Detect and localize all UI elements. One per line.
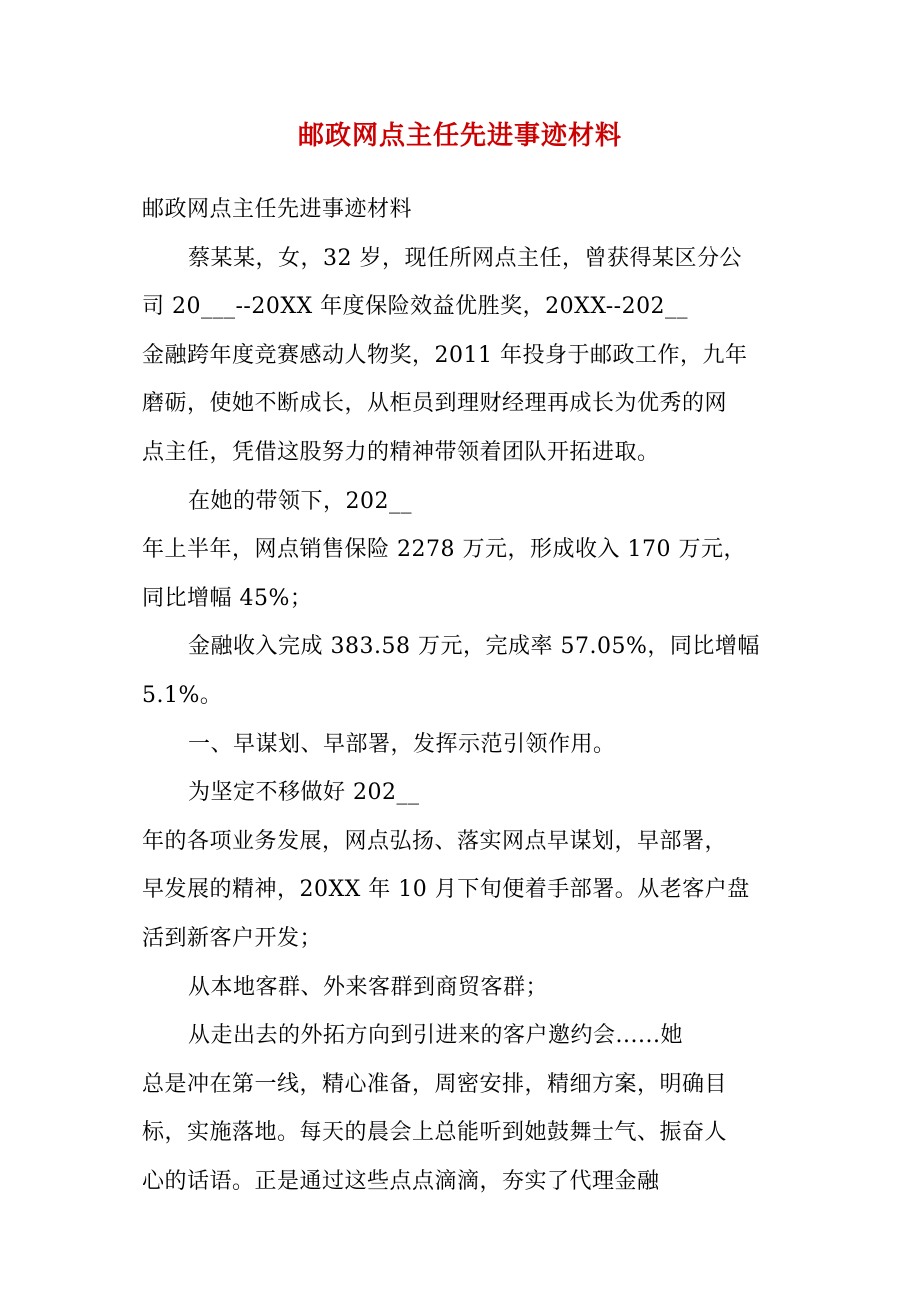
section-heading: 一、早谋划、早部署，发挥示范引领作用。 <box>188 731 616 757</box>
body-line: 从本地客群、外来客群到商贸客群； <box>188 974 549 1000</box>
document-body <box>142 186 782 1206</box>
body-line: 年上半年，网点销售保险 2278 万元，形成收入 170 万元， <box>142 537 746 563</box>
body-line: 5.1%。 <box>142 682 223 708</box>
body-line: 金融跨年度竞赛感动人物奖，2011 年投身于邮政工作，九年 <box>142 342 748 368</box>
body-line: 从走出去的外拓方向到引进来的客户邀约会......她 <box>188 1023 683 1049</box>
body-line: 为坚定不移做好 202__ <box>188 780 420 806</box>
body-line: 蔡某某，女，32 岁，现任所网点主任，曾获得某区分公 <box>188 245 742 271</box>
document-title: 邮政网点主任先进事迹材料 <box>297 121 622 151</box>
body-line: 磨砺，使她不断成长，从柜员到理财经理再成长为优秀的网 <box>142 391 728 417</box>
body-line: 活到新客户开发； <box>142 925 323 951</box>
body-line: 总是冲在第一线，精心准备，周密安排，精细方案，明确目 <box>142 1071 728 1097</box>
body-line: 年的各项业务发展，网点弘扬、落实网点早谋划，早部署， <box>142 828 728 854</box>
body-line: 金融收入完成 383.58 万元，完成率 57.05%，同比增幅 <box>188 634 760 660</box>
body-line: 点主任，凭借这股努力的精神带领着团队开拓进取。 <box>142 439 660 465</box>
body-line: 早发展的精神，20XX 年 10 月下旬便着手部署。从老客户盘 <box>142 877 750 903</box>
body-line: 在她的带领下，202__ <box>188 488 412 514</box>
body-line: 同比增幅 45%； <box>142 585 313 611</box>
body-line: 标，实施落地。每天的晨会上总能听到她鼓舞士气、振奋人 <box>142 1120 728 1146</box>
body-line: 心的话语。正是通过这些点点滴滴，夯实了代理金融 <box>142 1168 660 1194</box>
body-line: 司 20___--20XX 年度保险效益优胜奖，20XX--202__ <box>142 294 689 320</box>
body-line: 邮政网点主任先进事迹材料 <box>142 197 413 222</box>
